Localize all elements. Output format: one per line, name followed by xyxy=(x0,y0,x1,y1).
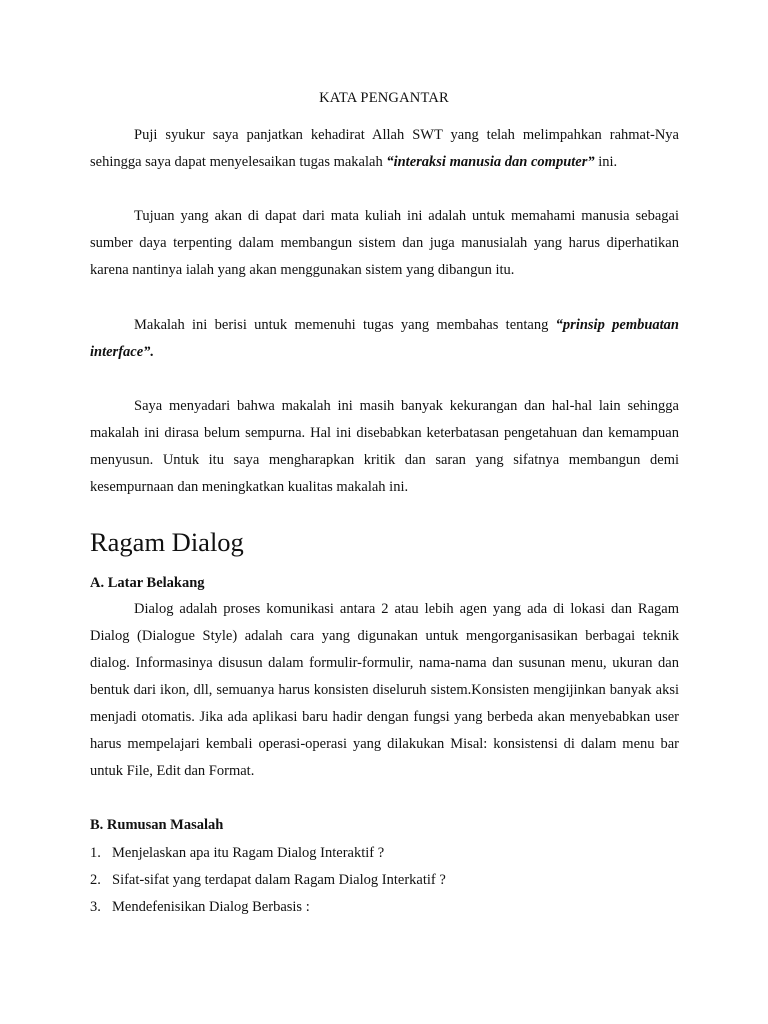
intro-paragraph-1-emphasis: “interaksi manusia dan computer” xyxy=(386,154,595,170)
list-item-text: Mendefenisikan Dialog Berbasis : xyxy=(112,899,310,915)
page-title: KATA PENGANTAR xyxy=(319,90,449,106)
list-item-text: Sifat-sifat yang terdapat dalam Ragam Dialog Interkatif ? xyxy=(112,872,446,888)
list-item-number: 1. xyxy=(90,845,101,861)
list-item-number: 2. xyxy=(90,872,101,888)
section-heading: Ragam Dialog xyxy=(90,527,244,557)
intro-paragraph-1 xyxy=(90,122,679,176)
intro-paragraph-3 xyxy=(90,312,679,366)
list-item-text: Menjelaskan apa itu Ragam Dialog Interaktif ? xyxy=(112,845,385,861)
intro-paragraph-4: Saya menyadari bahwa makalah ini masih banyak kekurangan dan hal-hal lain sehingga makalah ini dirasa belum sempurna. Hal ini disebabkan keterbatasan pengetahuan dan kemampuan menyusun. Untuk itu saya mengharapkan kritik dan saran yang sifatnya membangun demi kesempurnaan dan meningkatkan kualitas makalah ini. xyxy=(90,398,679,495)
list-item-number: 3. xyxy=(90,899,101,915)
intro-paragraph-2: Tujuan yang akan di dapat dari mata kuliah ini adalah untuk memahami manusia sebagai sumber daya terpenting dalam membangun sistem dan juga manusialah yang harus diperhatikan karena nantinya ialah yang akan menggunakan sistem yang dibangun itu. xyxy=(90,208,679,278)
problem-list xyxy=(90,840,679,921)
list-item xyxy=(90,894,679,921)
intro-paragraph-3-emphasis: “prinsip pembuatan interface”. xyxy=(90,317,680,360)
subsection-a-paragraph: Dialog adalah proses komunikasi antara 2 atau lebih agen yang ada di lokasi dan Ragam Dialog (Dialogue Style) adalah cara yang digunakan untuk mengorganisasikan berbagai teknik dialog. Informasinya disusun dalam formulir-formulir, nama-nama dan susunan menu, ukuran dan bentuk dari ikon, dll, semuanya harus konsisten diseluruh sistem.Konsisten mengijinkan banyak aksi menjadi otomatis. Jika ada aplikasi baru hadir dengan fungsi yang berbeda akan menyebabkan user harus mempelajari kembali operasi-operasi yang dilakukan Misal: konsistensi di dalam menu bar untuk File, Edit dan Format. xyxy=(90,601,679,779)
list-item xyxy=(90,867,679,894)
subsection-a-heading: A. Latar Belakang xyxy=(90,575,205,591)
list-item xyxy=(90,840,679,867)
intro-paragraph-1-text: Puji syukur saya panjatkan kehadirat Allah SWT yang telah melimpahkan rahmat-Nya sehingga saya dapat menyelesaikan tugas makalah xyxy=(90,127,679,170)
subsection-b-heading: B. Rumusan Masalah xyxy=(90,817,224,833)
intro-paragraph-1-tail: ini. xyxy=(594,154,618,170)
intro-paragraph-3-text: Makalah ini berisi untuk memenuhi tugas yang membahas tentang xyxy=(134,317,556,333)
